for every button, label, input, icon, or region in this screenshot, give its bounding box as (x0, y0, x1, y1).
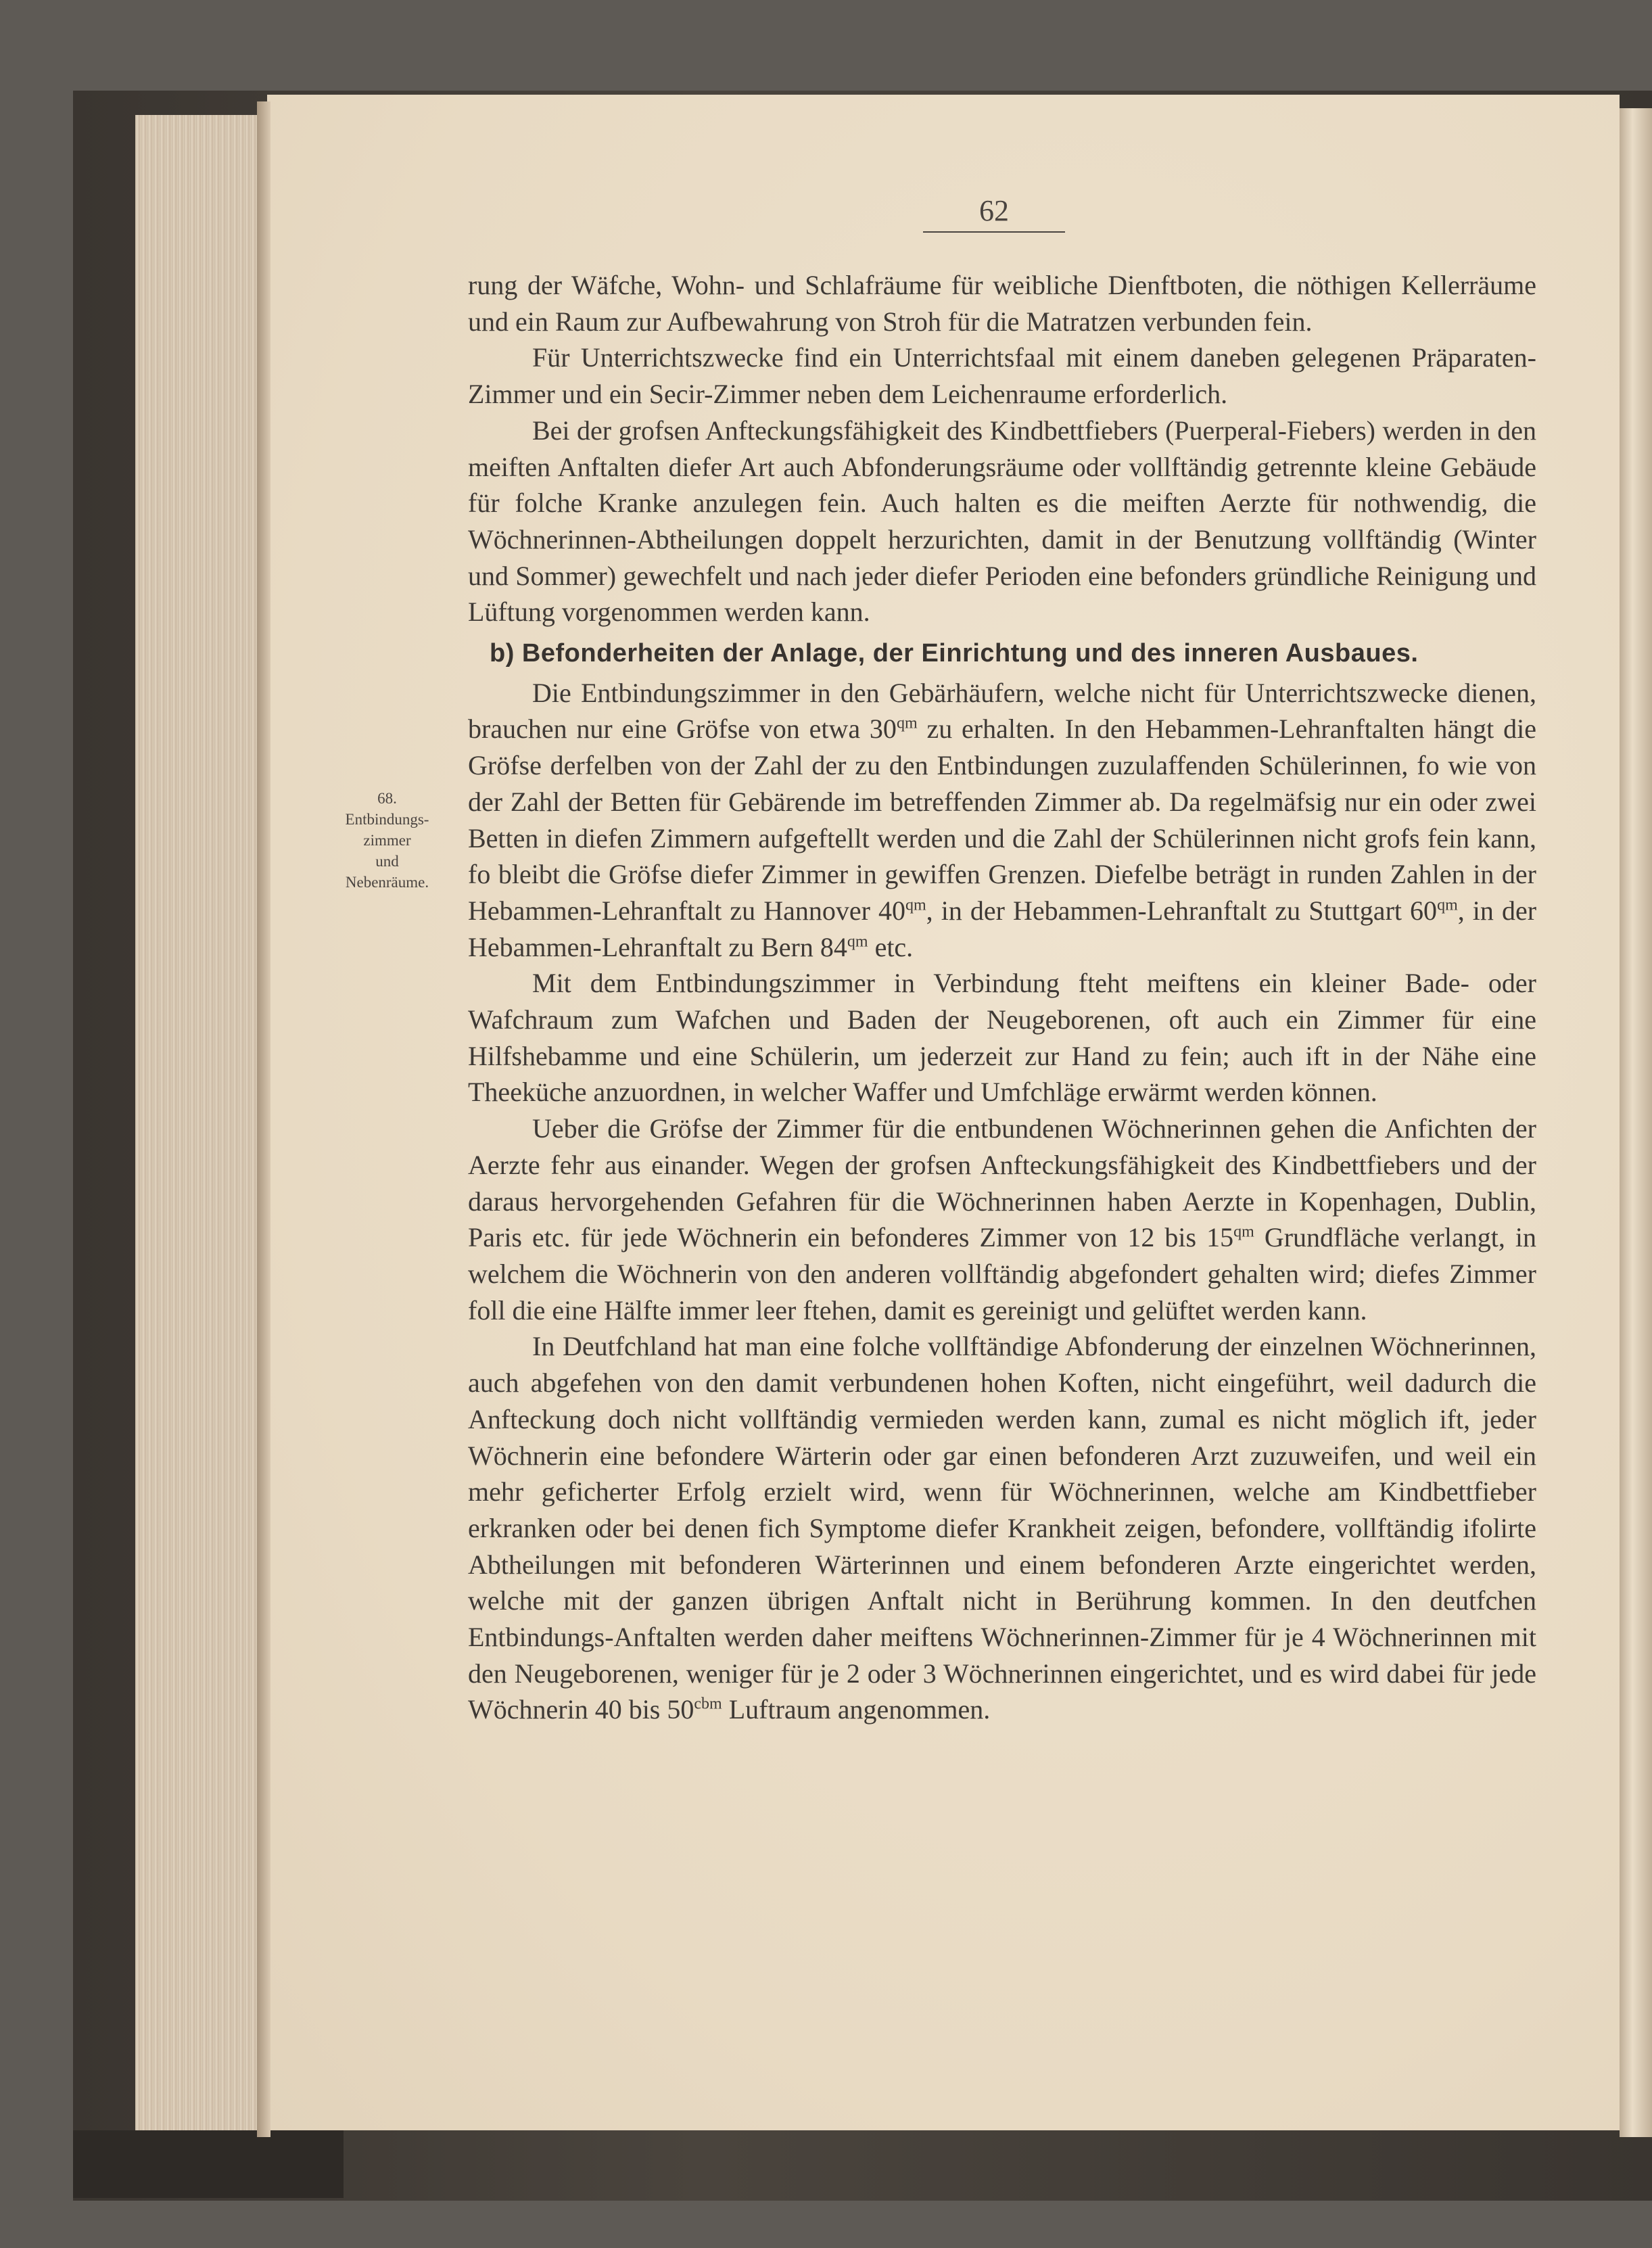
margin-note (318, 788, 456, 893)
margin-note-line: zimmer (363, 832, 411, 849)
paragraph-anfteckung: Bei der grofsen Anfteckungsfähigkeit des Kindbettfiebers (Puerperal-Fiebers) werden in den meiften Anftalten diefer Art auch Abfonderungsräume oder vollftändig getrennte kleine Gebäude für folche Kranke anzulegen fein. Auch halten es die meiften Aerzte für nothwendig, die Wöchnerinnen-Abtheilungen doppelt herzurichten, damit in der Benutzung vollftändig (Winter und Sommer) gewechfelt und nach jeder diefer Perioden eine befonders gründliche Reinigung und Lüftung vorgenommen werden kann. (468, 415, 1536, 628)
unit-superscript: qm (905, 896, 926, 914)
unit-superscript: qm (1437, 896, 1458, 914)
text-span: Die Entbindungszimmer in den Gebärhäufern, welche nicht für Unterrichtszwecke dienen, brauchen nur eine Gröfse von etwa 30 (468, 677, 1536, 745)
text-span: In Deutfchland hat man eine folche vollftändige Abfonderung der einzelnen Wöchnerinnen, auch abgefehen von den damit verbundenen hohen Koften, nicht eingeführt, weil dadurch die Anfteckung doch nicht vollftändig vermieden werden kann, zumal es nicht möglich ift, jeder Wöchnerin eine befondere Wärterin oder gar einen befonderen Arzt zuzuweifen, und weil ein mehr geficherter Erfolg erzielt wird, wenn für Wöchnerinnen, welche am Kindbettfieber erkranken oder bei denen fich Symptome diefer Krankheit zeigen, befondere, vollftändig ifolirte Abtheilungen mit befonderen Wärterinnen und einem befonderen Arzte eingerichtet werden, welche mit der ganzen übrigen Anftalt nicht in Berührung kommen. In den deutfchen Entbindungs-Anftalten werden daher meiftens Wöchnerinnen-Zimmer für je 4 Wöchnerinnen mit den Neugeborenen, weniger für je 2 oder 3 Wöchnerinnen eingerichtet, und es wird dabei für jede Wöchnerin 40 bis 50 (468, 1331, 1536, 1725)
unit-superscript: qm (896, 715, 918, 733)
facing-page-edge (1620, 108, 1652, 2137)
unit-superscript: cbm (694, 1695, 722, 1714)
unit-superscript: qm (847, 933, 868, 951)
margin-note-line: 68. (377, 790, 397, 807)
text-span: Luftraum angenommen. (722, 1694, 991, 1725)
paragraph-entbindungszimmer (468, 675, 1536, 966)
paragraph-continuation: rung der Wäfche, Wohn- und Schlafräume für weibliche Dienftboten, die nöthigen Kellerräume und ein Raum zur Aufbewahrung von Stroh für die Matratzen verbunden fein. (468, 270, 1536, 337)
page-gutter (257, 101, 270, 2137)
page-number: 62 (923, 191, 1065, 233)
paragraph-woechnerinnen-zimmer (468, 1110, 1536, 1328)
text-span: zu erhalten. In den Hebammen-Lehranftalten hängt die Gröfse derfelben von der Zahl der zu den Entbindungen zuzulaffenden Schülerinnen, fo wie von der Zahl der Betten für Gebärende im betreffenden Zimmer ab. Da regelmäfsig nur ein oder zwei Betten in diefen Zimmern aufgeftellt werden und die Zahl der Schülerinnen nicht grofs fein kann, fo bleibt die Gröfse diefer Zimmer in gewiffen Grenzen. Diefelbe beträgt in runden Zahlen in der Hebammen-Lehranftalt zu Hannover 40 (468, 713, 1536, 926)
page-edges (135, 115, 264, 2130)
body-text (468, 267, 1536, 1728)
paragraph-unterricht: Für Unterrichtszwecke find ein Unterrichtsfaal mit einem daneben gelegenen Präparaten-Zimmer und ein Secir-Zimmer neben dem Leichenraume erforderlich. (468, 342, 1536, 410)
margin-note-line: und (375, 853, 399, 870)
text-span: Ueber die Gröfse der Zimmer für die entbundenen Wöchnerinnen gehen die Anfichten der Aerzte fehr aus einander. Wegen der grofsen Anfteckungsfähigkeit des Kindbettfiebers und der daraus hervorgehenden Gefahren für die Wöchnerinnen haben Aerzte in Kopenhagen, Dublin, Paris etc. für jede Wöchnerin ein befonderes Zimmer von 12 bis 15 (468, 1113, 1536, 1253)
section-heading: b) Befonderheiten der Anlage, der Einrichtung und des inneren Ausbaues. (490, 639, 1419, 668)
text-span: etc. (868, 931, 914, 962)
text-span: Grundfläche verlangt, in welchem die Wöchnerin von den anderen vollftändig abgefondert gehalten wird; diefes Zimmer foll die eine Hälfte immer leer ftehen, damit es gereinigt und gelüftet werden kann. (468, 1222, 1536, 1326)
text-span: , in der Hebammen-Lehranftalt zu Stuttgart 60 (926, 895, 1438, 926)
paragraph-baderaum: Mit dem Entbindungszimmer in Verbindung fteht meiftens ein kleiner Bade- oder Wafchraum zum Wafchen und Baden der Neugeborenen, oft auch ein Zimmer für eine Hilfshebamme und eine Schülerin, um jederzeit zur Hand zu fein; auch ift in der Nähe eine Theeküche anzuordnen, in welcher Waffer und Umfchläge erwärmt werden können. (468, 968, 1536, 1108)
margin-note-line: Nebenräume. (345, 874, 429, 891)
text-span: , in der Hebammen-Lehranftalt zu Bern 84 (468, 895, 1537, 962)
paragraph-deutschland (468, 1328, 1536, 1728)
unit-superscript: qm (1233, 1223, 1254, 1241)
book-cover-corner (73, 2130, 344, 2198)
margin-note-line: Entbindungs- (345, 811, 429, 828)
